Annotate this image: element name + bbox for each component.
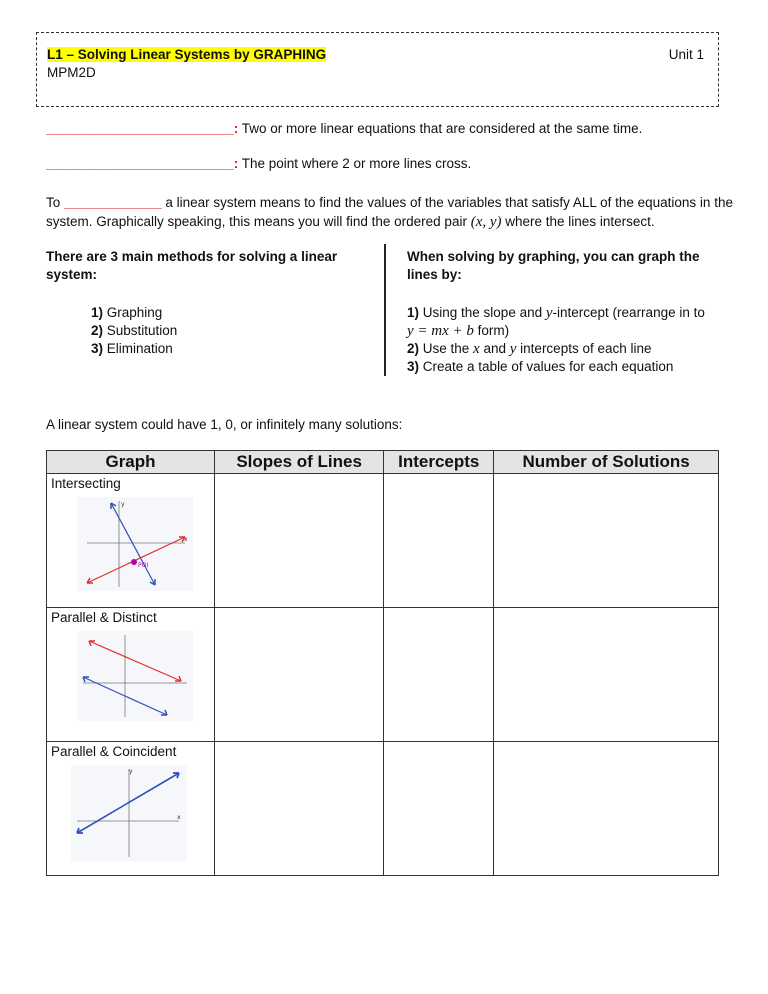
unit-label: Unit 1	[668, 47, 704, 62]
definition-text: Two or more linear equations that are considered at the same time.	[238, 121, 643, 136]
var-x: x	[473, 341, 480, 357]
graphing-num: 3)	[407, 359, 420, 374]
parallel-distinct-graph	[77, 631, 193, 721]
para-rest: a linear system means to find the values of the variables that satisfy ALL of the equations in the system. Graphically speaking, this means you will find the ordered pair	[46, 195, 733, 229]
header-intercepts: Intercepts	[384, 451, 494, 474]
graphing-num: 1)	[407, 305, 420, 320]
table-header-row	[47, 451, 719, 474]
graphing-item-1	[407, 304, 732, 340]
solutions-cell[interactable]	[494, 742, 719, 876]
solve-blank: _____________	[64, 195, 162, 210]
slopes-cell[interactable]	[215, 474, 384, 608]
table-row	[47, 474, 719, 608]
methods-list	[91, 304, 366, 358]
svg-text:x: x	[184, 536, 188, 543]
solutions-table	[46, 450, 719, 876]
graphing-text: intercepts of each line	[516, 341, 652, 356]
graphing-column	[407, 248, 732, 376]
method-label: Elimination	[103, 341, 173, 356]
intersecting-graph	[77, 497, 193, 591]
intercepts-cell[interactable]	[384, 474, 494, 608]
var-y: y	[545, 305, 553, 321]
header-graph: Graph	[47, 451, 215, 474]
header-slopes: Slopes of Lines	[215, 451, 384, 474]
row-label: Parallel & Distinct	[51, 610, 157, 625]
graphing-text: Create a table of values for each equation	[419, 359, 674, 374]
graphing-text: form)	[473, 323, 510, 338]
method-item	[91, 340, 366, 358]
graphing-text: -intercept (rearrange in to	[552, 305, 705, 320]
poi-label: POI	[138, 562, 149, 569]
definition-blank: _________________________:	[46, 121, 239, 136]
method-item	[91, 304, 366, 322]
slopes-cell[interactable]	[215, 608, 384, 742]
method-label: Substitution	[103, 323, 178, 338]
ordered-pair: (x, y)	[470, 214, 502, 230]
solutions-cell[interactable]	[494, 608, 719, 742]
svg-text:y: y	[121, 501, 125, 508]
solve-paragraph	[46, 193, 736, 232]
solutions-intro: A linear system could have 1, 0, or infinitely many solutions:	[46, 417, 403, 432]
course-code: MPM2D	[47, 65, 96, 80]
methods-column	[46, 248, 366, 358]
graphing-num: 2)	[407, 341, 420, 356]
para-end: where the lines intersect.	[501, 214, 655, 229]
graph-cell-parallel-coincident	[47, 742, 215, 876]
method-num: 1)	[91, 305, 104, 320]
svg-text:y: y	[129, 768, 133, 775]
definition-text: The point where 2 or more lines cross.	[238, 156, 472, 171]
definition-system	[46, 121, 642, 136]
table-row	[47, 608, 719, 742]
header-solutions: Number of Solutions	[494, 451, 719, 474]
column-divider	[384, 244, 386, 376]
table-row	[47, 742, 719, 876]
method-num: 3)	[91, 341, 104, 356]
graphing-item-2	[407, 340, 732, 358]
method-item	[91, 322, 366, 340]
intercepts-cell[interactable]	[384, 608, 494, 742]
parallel-coincident-graph	[71, 765, 187, 861]
graphing-list	[407, 304, 732, 376]
slopes-cell[interactable]	[215, 742, 384, 876]
graphing-text: and	[479, 341, 510, 356]
header-box	[36, 32, 719, 107]
graphing-text: Using the slope and	[419, 305, 546, 320]
var-y: y	[509, 341, 517, 357]
slope-intercept-eq: y = mx + b	[407, 323, 474, 339]
row-label: Parallel & Coincident	[51, 744, 177, 759]
definition-blank: _________________________:	[46, 156, 239, 171]
method-label: Graphing	[103, 305, 163, 320]
svg-text:x: x	[177, 814, 181, 821]
definition-poi	[46, 156, 471, 171]
graphing-heading: When solving by graphing, you can graph the lines by:	[407, 249, 700, 282]
graph-cell-intersecting	[47, 474, 215, 608]
page-title: L1 – Solving Linear Systems by GRAPHING	[47, 47, 327, 62]
methods-heading: There are 3 main methods for solving a linear system:	[46, 249, 338, 282]
para-start: To	[46, 195, 65, 210]
graph-cell-parallel-distinct	[47, 608, 215, 742]
row-label: Intersecting	[51, 476, 121, 491]
solutions-cell[interactable]	[494, 474, 719, 608]
graphing-text: Use the	[419, 341, 474, 356]
graphing-item-3	[407, 358, 732, 376]
intercepts-cell[interactable]	[384, 742, 494, 876]
method-num: 2)	[91, 323, 104, 338]
